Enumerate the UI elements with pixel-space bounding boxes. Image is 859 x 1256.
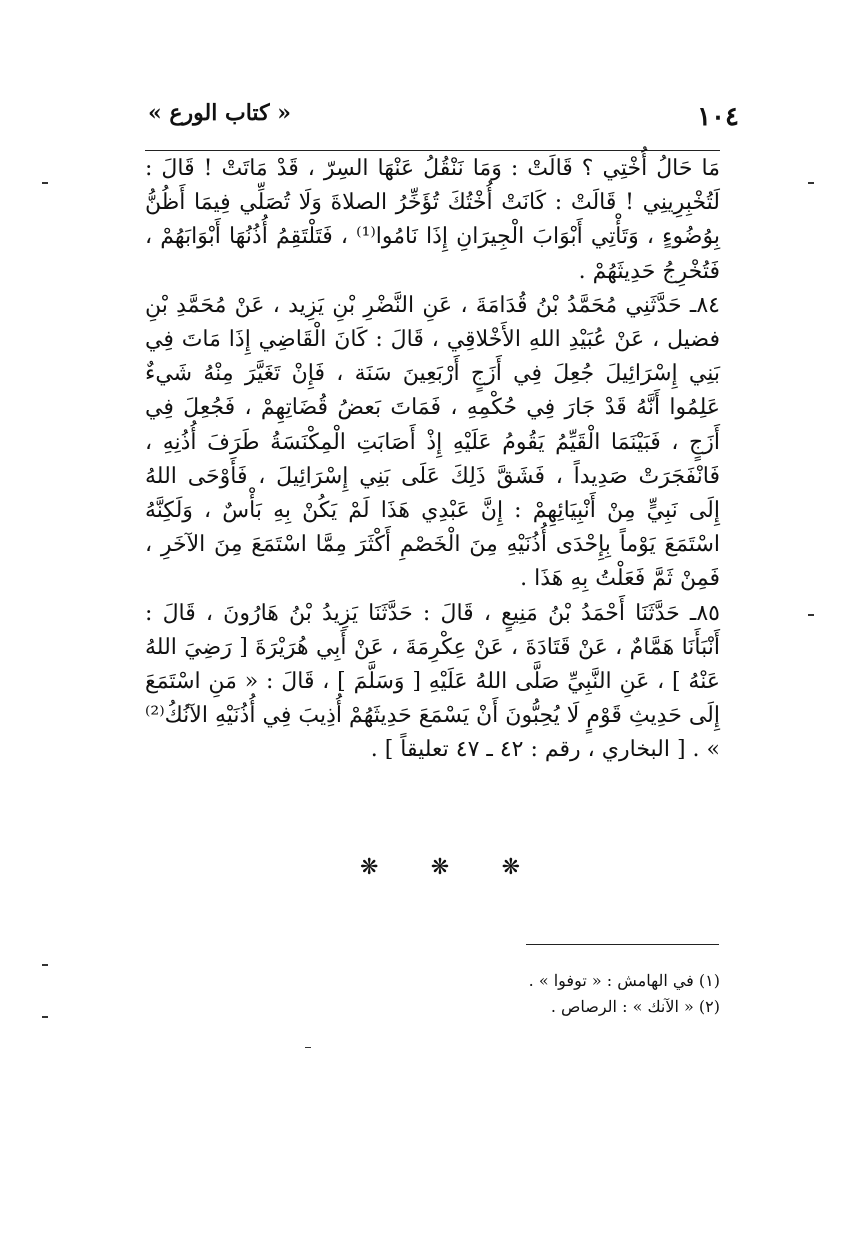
hadith-84: ٨٤ـ حَدَّثَنِي مُحَمَّدُ بْنُ قُدَامَةَ ، عَنِ النَّضْرِ بْنِ يَزِيد ، عَنْ مُحَمَّدِ بْنِ فضيل ، عَنْ عُبَيْدِ اللهِ الأَخْلاقِي ، قَالَ : كَانَ الْقَاضِي إِذَا مَاتَ فِي بَنِي إِسْرَائِيلَ جُعِلَ فِي أَزَجٍ أَرْبَعِينَ سَنَة ، فَإِنْ تَغَيَّرَ مِنْهُ شَيءٌ عَلِمُوا أَنَّهُ قَدْ جَارَ فِي حُكْمِهِ ، فَمَاتَ بَعضُ قُضَاتِهِمْ ، فَجُعِلَ فِي أَزَجٍ ، فَبَيْنَمَا الْقَيِّمُ يَقُومُ عَلَيْهِ إِذْ أَصَابَتِ الْمِكْنَسَةُ طَرَفَ أُذُنِهِ ، فَانْفَجَرَتْ صَدِيداً ، فَشَقَّ ذَلِكَ عَلَى بَنِي إِسْرَائِيلَ ، فَأَوْحَى اللهُ إِلَى نَبِيٍّ مِنْ أَنْبِيَائِهِمْ : إِنَّ عَبْدِي هَذَا لَمْ يَكُنْ بِهِ بَأْسٌ ، وَلَكِنَّهُ اسْتَمَعَ يَوْماً بِإِحْدَى أُذُنَيْهِ مِنَ الْخَصْمِ أَكْثَرَ مِمَّا اسْتَمَعَ مِنَ الآخَرِ ، فَمِنْ ثَمَّ فَعَلْتُ بِهِ هَذَا . — [145, 292, 720, 592]
section-separator — [360, 855, 520, 880]
separator-star: ❋ — [360, 855, 379, 880]
page-number: ١٠٤ — [697, 102, 739, 132]
hadith-85: ٨٥ـ حَدَّثَنَا أَحْمَدُ بْنُ مَنِيعٍ ، قَالَ : حَدَّثَنَا يَزِيدُ بْنُ هَارُونَ ، قَالَ : أَنْبَأَنَا هَمَّامٌ ، عَنْ قَتَادَةَ ، عَنْ عِكْرِمَةَ ، عَنْ أَبِي هُرَيْرَةَ [ رَضِيَ اللهُ عَنْهُ ] ، عَنِ النَّبِيِّ صَلَّى اللهُ عَلَيْهِ [ وَسَلَّمَ ] ، قَالَ : « مَنِ اسْتَمَعَ إِلَى حَدِيثِ قَوْمٍ لَا يُحِبُّونَ أَنْ يَسْمَعَ حَدِيثَهُمْ أُذِيبَ فِي أُذُنَيْهِ الآنُكُ⁽²⁾ » . [ البخاري ، رقم : ٤٢ ـ ٤٧ تعليقاً ] . — [145, 600, 720, 763]
header-rule — [145, 150, 720, 151]
running-title: « كتاب الورع » — [148, 100, 291, 126]
margin-mark — [42, 182, 48, 184]
margin-mark — [305, 1047, 311, 1048]
margin-mark — [42, 1016, 48, 1018]
paragraph-continuation: مَا حَالُ أُخْتِي ؟ قَالَتْ : وَمَا نَنْقُلُ عَنْهَا السِرّ ، قَدْ مَاتَتْ ! قَالَ : لَتُخْبِرِينِي ! قَالَتْ : كَانَتْ أُخْتُكَ تُؤَخِّرُ الصلاةَ وَلَا تُصَلِّي فِيمَا أَظُنُّ بِوُضُوءٍ ، وَتَأْتِي أَبْوَابَ الْجِيرَانِ إِذَا نَامُوا⁽¹⁾ ، فَتَلْتَقِمُ أُذُنُهَا أَبْوَابَهُمْ ، فَتُخْرِجُ حَدِيثَهُمْ . — [145, 156, 720, 284]
separator-star: ❋ — [501, 855, 520, 880]
footnote-1: (١) في الهامش : « توفوا » . — [528, 971, 720, 990]
footnote-2: (٢) « الآنك » : الرصاص . — [550, 997, 720, 1016]
margin-mark — [42, 964, 48, 966]
footnotes — [420, 968, 720, 1020]
separator-star: ❋ — [430, 855, 450, 880]
main-text — [145, 152, 720, 768]
footnote-rule — [526, 944, 719, 945]
margin-mark — [808, 614, 814, 616]
margin-mark — [808, 182, 814, 184]
